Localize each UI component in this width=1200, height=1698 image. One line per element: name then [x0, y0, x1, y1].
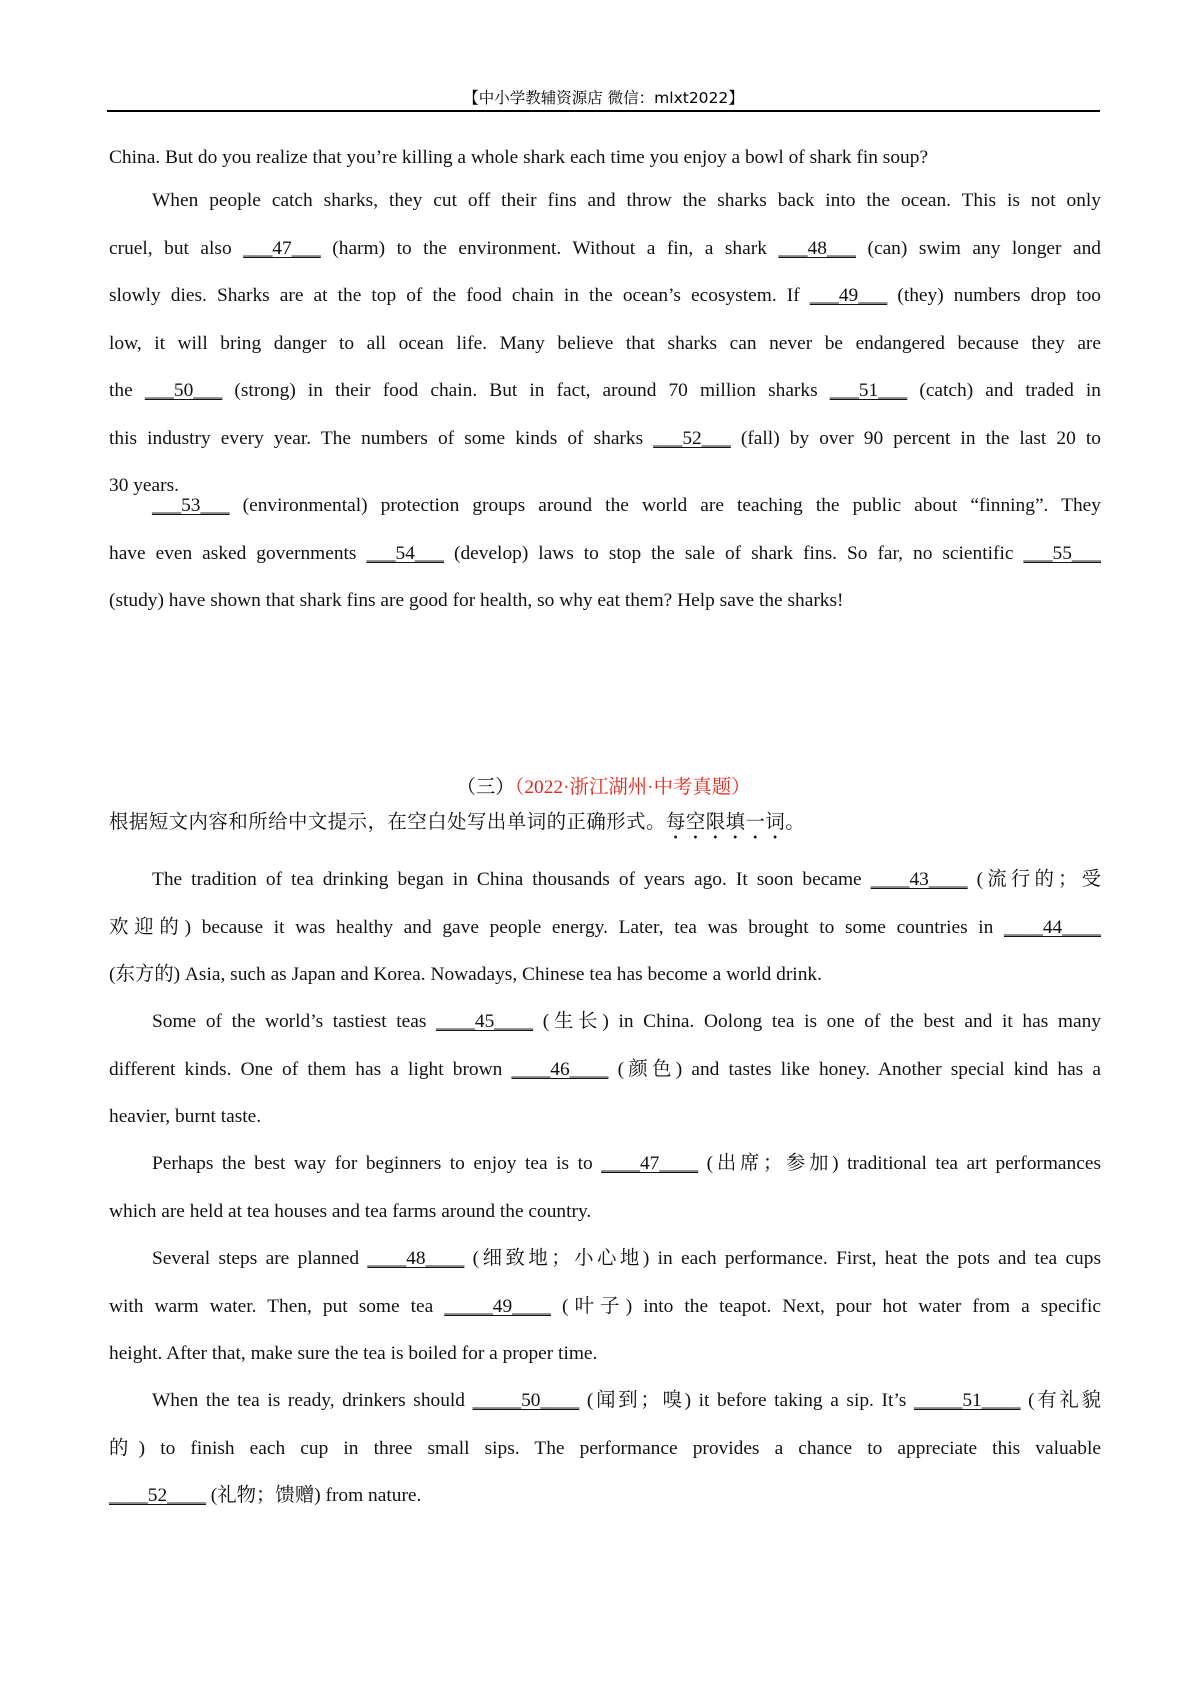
- text-span: cruel, but also: [109, 237, 244, 259]
- text-span: (environmental) protection groups around the world are teaching the public about “finning”. They: [229, 495, 1101, 516]
- text-line: [109, 998, 1101, 1046]
- text-span: have even asked governments: [109, 542, 367, 564]
- text-span: (fall) by over 90 percent in the last 20 to: [730, 427, 1101, 449]
- section-instruction: [109, 806, 805, 844]
- text-line: 的) to finish each cup in three small sips. The performance provides a chance to appreciate this valuable: [109, 1437, 1101, 1459]
- text-span: slowly dies. Sharks are at the top of the food chain in the ocean’s ecosystem. If: [109, 285, 810, 306]
- blank-48: ___48___: [778, 237, 856, 259]
- blank-54: ___54___: [366, 542, 445, 564]
- page-header: 【中小学教辅资源店 微信：mlxt2022】: [463, 89, 744, 107]
- text-span: (叶子) into the teapot. Next, pour hot water from a specific: [550, 1295, 1101, 1317]
- text-span: (出席；参加) traditional tea art performances: [698, 1153, 1101, 1174]
- text-line: [109, 1235, 1101, 1283]
- text-span: (catch) and traded in: [907, 380, 1101, 401]
- text-line: 30 years.: [109, 475, 179, 496]
- text-line: China. But do you realize that you’re killing a whole shark each time you enjoy a bowl of shark fin soup?: [109, 147, 929, 168]
- passage1-paragraph-2: [109, 177, 1101, 510]
- text-line: [109, 415, 1101, 463]
- text-span: (can) swim any longer and: [855, 237, 1101, 259]
- blank-50: _____50____: [472, 1390, 580, 1411]
- blank-47: ____47____: [601, 1153, 699, 1174]
- text-span: 欢迎的) because it was healthy and gave people energy. Later, tea was brought to some countries in: [109, 916, 1005, 938]
- text-span: (they) numbers drop too: [887, 285, 1101, 306]
- text-span: this industry every year. The numbers of some kinds of sharks: [109, 427, 654, 449]
- header-divider: [107, 110, 1100, 112]
- passage1-paragraph-1: [109, 134, 1101, 182]
- text-line: [109, 856, 1101, 904]
- blank-44: ____44____: [1004, 916, 1101, 938]
- text-span: (生长) in China. Oolong tea is one of the best and it has many: [533, 1011, 1101, 1032]
- text-span: with warm water. Then, put some tea: [109, 1295, 445, 1317]
- section-number: （三）: [456, 777, 515, 798]
- text-span: (礼物；馈赠) from nature.: [205, 1485, 422, 1506]
- instruction-text: 。: [785, 810, 806, 833]
- blank-46: ____46____: [511, 1058, 609, 1080]
- text-line: (东方的) Asia, such as Japan and Korea. Nowadays, Chinese tea has become a world drink.: [109, 964, 822, 985]
- text-line: [109, 1377, 1101, 1425]
- text-span: the: [109, 380, 145, 401]
- text-span: The tradition of tea drinking began in China thousands of years ago. It soon became: [152, 869, 871, 890]
- blank-50: ___50___: [144, 380, 223, 401]
- text-line: heavier, burnt taste.: [109, 1106, 262, 1127]
- passage2-paragraph-3: [109, 1140, 1101, 1235]
- text-span: (有礼貌: [1020, 1390, 1102, 1411]
- text-line: [109, 1472, 1101, 1520]
- passage2-paragraph-4: [109, 1235, 1101, 1378]
- text-line: [109, 367, 1101, 415]
- passage1-paragraph-3: [109, 482, 1101, 625]
- blank-43: ____43____: [870, 869, 968, 890]
- blank-51: ___51___: [829, 380, 908, 401]
- blank-52: ___52___: [653, 427, 731, 449]
- blank-48: ____48____: [367, 1248, 465, 1269]
- text-span: Perhaps the best way for beginners to enjoy tea is to: [152, 1153, 602, 1174]
- blank-52: ____52____: [109, 1485, 206, 1506]
- text-span: (闻到；嗅) it before taking a sip. It’s: [579, 1390, 914, 1411]
- text-span: (strong) in their food chain. But in fact, around 70 million sharks: [222, 380, 830, 401]
- blank-55: ___55___: [1023, 542, 1101, 564]
- blank-51: _____51____: [913, 1390, 1021, 1411]
- text-line: [109, 225, 1101, 273]
- text-line: height. After that, make sure the tea is boiled for a proper time.: [109, 1343, 598, 1364]
- text-line: [109, 530, 1101, 578]
- text-line: [109, 1283, 1101, 1331]
- text-span: (流行的；受: [967, 869, 1101, 890]
- text-span: different kinds. One of them has a light brown: [109, 1058, 512, 1080]
- text-line: (study) have shown that shark fins are good for health, so why eat them? Help save the sharks!: [109, 590, 844, 611]
- text-span: (颜色) and tastes like honey. Another special kind has a: [608, 1058, 1101, 1080]
- text-span: (develop) laws to stop the sale of shark fins. So far, no scientific: [444, 542, 1024, 564]
- passage2-paragraph-1: [109, 856, 1101, 999]
- text-span: When the tea is ready, drinkers should: [152, 1390, 473, 1411]
- text-line: [109, 1046, 1101, 1094]
- blank-45: ____45____: [436, 1011, 534, 1032]
- text-span: (细致地；小心地) in each performance. First, heat the pots and tea cups: [464, 1248, 1101, 1269]
- text-line: When people catch sharks, they cut off their fins and throw the sharks back into the ocean. This is not only: [152, 190, 1101, 211]
- text-line: [109, 904, 1101, 952]
- blank-53: ___53___: [152, 495, 230, 516]
- section-source: （2022·浙江湖州·中考真题）: [514, 777, 751, 798]
- section-title: [107, 771, 1100, 799]
- blank-49: _____49____: [444, 1295, 551, 1317]
- text-line: low, it will bring danger to all ocean life. Many believe that sharks can never be endangered because they are: [109, 332, 1101, 354]
- blank-47: ___47___: [243, 237, 321, 259]
- passage2-paragraph-2: [109, 998, 1101, 1141]
- text-span: (harm) to the environment. Without a fin, a shark: [320, 237, 779, 259]
- text-line: [109, 272, 1101, 320]
- text-line: [109, 482, 1101, 530]
- text-span: Some of the world’s tastiest teas: [152, 1011, 437, 1032]
- text-line: which are held at tea houses and tea farms around the country.: [109, 1200, 592, 1222]
- passage2-paragraph-5: [109, 1377, 1101, 1520]
- blank-49: ___49___: [809, 285, 888, 306]
- instruction-emphasis: 每空限填一词: [665, 810, 786, 833]
- text-span: Several steps are planned: [152, 1248, 368, 1269]
- text-line: [109, 1140, 1101, 1188]
- instruction-text: 根据短文内容和所给中文提示，在空白处写出单词的正确形式。: [109, 810, 666, 833]
